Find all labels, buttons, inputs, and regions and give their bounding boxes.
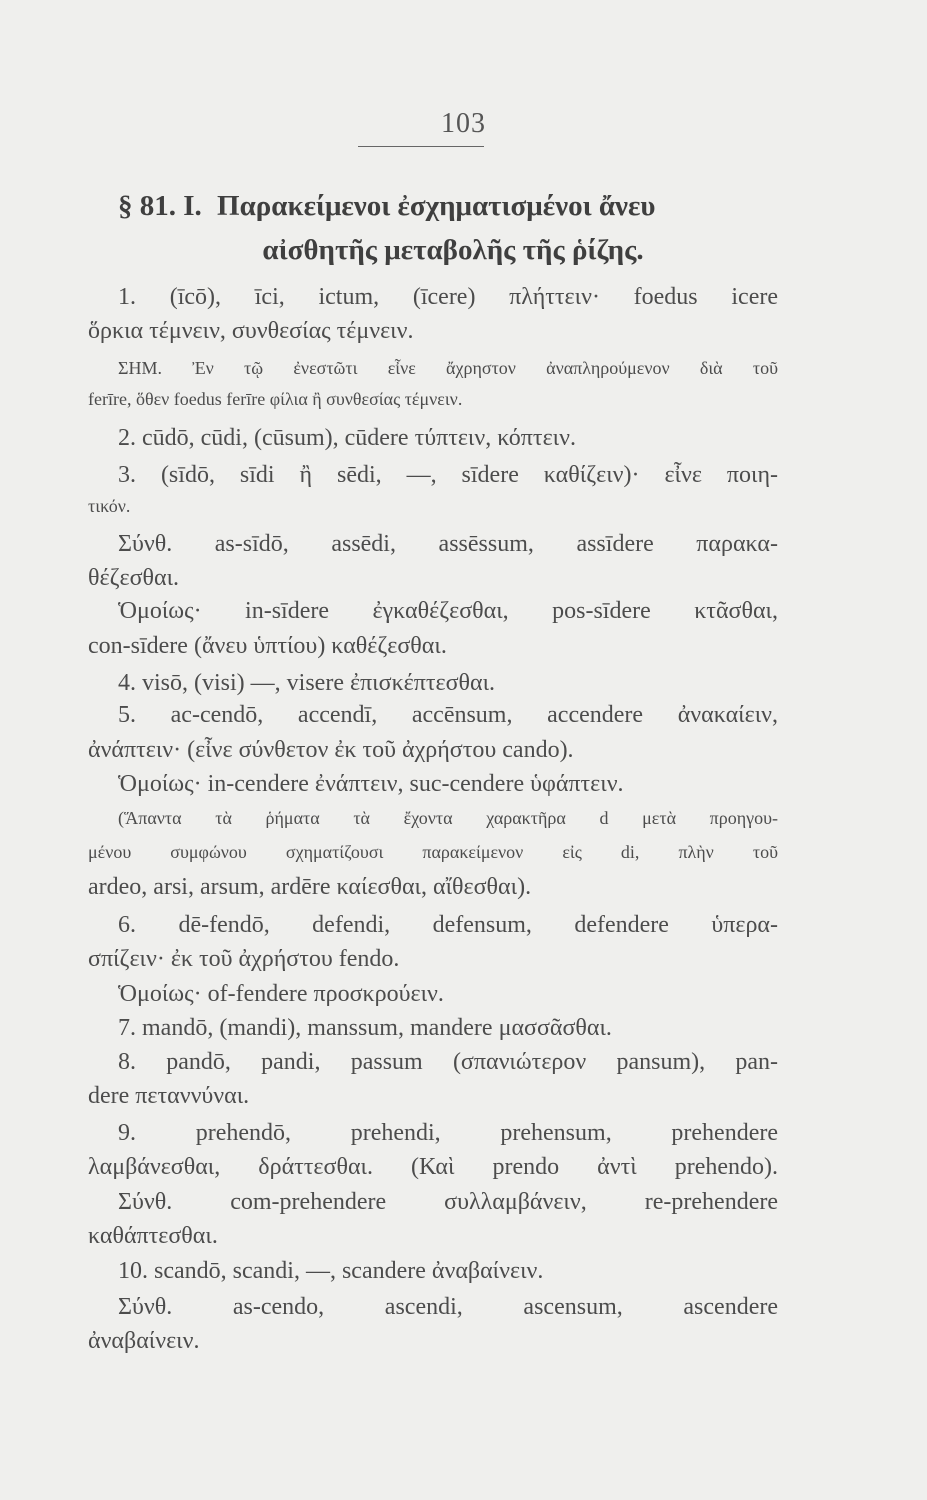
text-line: 4. visō, (visi) —, visere ἐπισκέπτεσθαι. [118,670,496,696]
text-line: 10. scandō, scandi, —, scandere ἀναβαίνειν. [118,1258,544,1284]
text-line: ardeo, arsi, arsum, ardēre καίεσθαι, αἴθεσθαι). [88,874,532,900]
text-line: 3. (sīdō, sīdi ἢ sēdi, —, sīdere καθίζειν)· εἶνε ποιη- [118,462,778,488]
text-line: Σύνθ. as-cendo, ascendi, ascensum, ascendere [118,1294,778,1320]
text-line: σπίζειν· ἐκ τοῦ ἀχρήστου fendo. [88,946,400,972]
text-line: ΣΗΜ. Ἐν τῷ ἐνεστῶτι εἶνε ἄχρηστον ἀναπληρούμενον διὰ τοῦ [118,358,778,378]
text-line: 1. (īcō), īci, ictum, (īcere) πλήττειν· foedus icere [118,284,778,310]
text-line: 7. mandō, (mandi), manssum, mandere μασσᾶσθαι. [118,1015,612,1041]
text-line: θέζεσθαι. [88,565,180,591]
text-line: ἀναβαίνειν. [88,1328,200,1354]
text-line: (Ἅπαντα τὰ ῥήματα τὰ ἔχοντα χαρακτῆρα d μετὰ προηγου- [118,808,778,828]
text-line: 8. pandō, pandi, passum (σπανιώτερον pansum), pan- [118,1049,778,1075]
text-line: dere πεταννύναι. [88,1083,250,1109]
text-line: ἀνάπτειν· (εἶνε σύνθετον ἐκ τοῦ ἀχρήστου cando). [88,737,574,763]
section-title-part1: Παρακείμενοι ἐσχηματισμένοι ἄνευ [217,190,656,222]
text-line: καθάπτεσθαι. [88,1223,218,1249]
text-line: ferīre, ὅθεν foedus ferīre φίλια ἢ συνθεσίας τέμνειν. [88,389,463,409]
text-line: Σύνθ. as-sīdō, assēdi, assēssum, assīdere παρακα- [118,531,778,557]
page-number: 103 [441,108,486,139]
text-line: 5. ac-cendō, accendī, accēnsum, accendere ἀνακαίειν, [118,702,778,728]
text-line: 6. dē-fendō, defendi, defensum, defendere ὑπερα- [118,912,778,938]
section-heading [118,184,788,272]
text-line: Ὁμοίως· in-sīdere ἐγκαθέζεσθαι, pos-sīdere κτᾶσθαι, [118,598,778,624]
text-line: Σύνθ. com-prehendere συλλαμβάνειν, re-prehendere [118,1189,778,1215]
section-title-part2: αἰσθητῆς μεταβολῆς τῆς ῥίζης. [262,234,644,266]
section-number: § 81. I. [118,190,202,222]
page-number-rule [358,146,484,147]
text-line: Ὁμοίως· in-cendere ἐνάπτειν, suc-cendere ὑφάπτειν. [118,771,624,797]
text-line: 9. prehendō, prehendi, prehensum, prehendere [118,1120,778,1146]
text-line: μένου συμφώνου σχηματίζουσι παρακείμενον εἰς di, πλὴν τοῦ [88,842,778,862]
text-line: con-sīdere (ἄνευ ὑπτίου) καθέζεσθαι. [88,633,447,659]
text-line: 2. cūdō, cūdi, (cūsum), cūdere τύπτειν, κόπτειν. [118,425,576,451]
text-line: λαμβάνεσθαι, δράττεσθαι. (Καὶ prendo ἀντὶ prehendo). [88,1154,778,1180]
section-heading-line1 [118,190,655,222]
text-line: Ὁμοίως· of-fendere προσκρούειν. [118,981,444,1007]
text-line: ὅρκια τέμνειν, συνθεσίας τέμνειν. [88,318,414,344]
text-line: τικόν. [88,496,131,516]
